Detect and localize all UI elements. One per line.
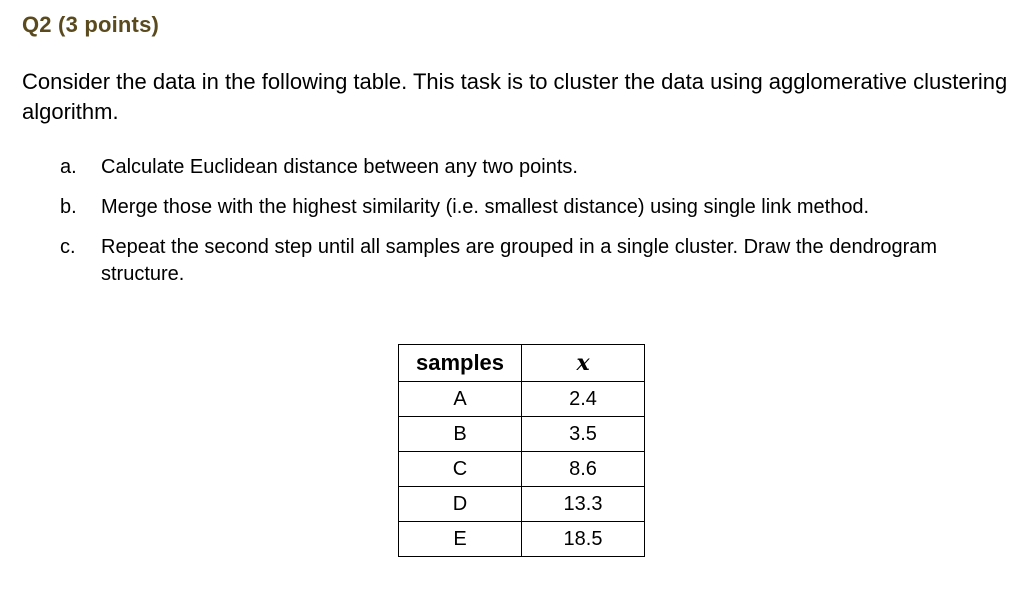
sample-cell: D <box>399 487 522 522</box>
task-item-b <box>0 194 1000 221</box>
task-text: Repeat the second step until all samples are grouped in a single cluster. Draw the dendrogram structure. <box>101 236 938 285</box>
value-cell: 3.5 <box>522 417 645 452</box>
table-row <box>399 487 645 522</box>
question-title: Q2 (3 points) <box>22 12 160 37</box>
table-row <box>399 522 645 557</box>
table-row <box>399 417 645 452</box>
value-cell: 8.6 <box>522 452 645 487</box>
header-x: x <box>522 345 645 382</box>
value-cell: 2.4 <box>522 382 645 417</box>
sample-cell: B <box>399 417 522 452</box>
task-marker: c. <box>60 236 76 258</box>
task-text: Merge those with the highest similarity (i.e. smallest distance) using single link method. <box>101 196 870 218</box>
table-row <box>399 382 645 417</box>
value-cell: 13.3 <box>522 487 645 522</box>
task-list <box>0 154 1000 301</box>
data-table <box>398 344 645 557</box>
task-marker: a. <box>60 156 77 178</box>
table-header-row <box>399 345 645 382</box>
table-row <box>399 452 645 487</box>
sample-cell: C <box>399 452 522 487</box>
question-intro: Consider the data in the following table. This task is to cluster the data using agglomerative clustering algorithm. <box>22 69 1008 124</box>
task-marker: b. <box>60 196 77 218</box>
sample-cell: A <box>399 382 522 417</box>
task-item-a <box>0 154 1000 181</box>
value-cell: 18.5 <box>522 522 645 557</box>
sample-cell: E <box>399 522 522 557</box>
task-item-c <box>0 234 1000 288</box>
task-text: Calculate Euclidean distance between any two points. <box>101 156 578 178</box>
header-samples: samples <box>399 345 522 382</box>
